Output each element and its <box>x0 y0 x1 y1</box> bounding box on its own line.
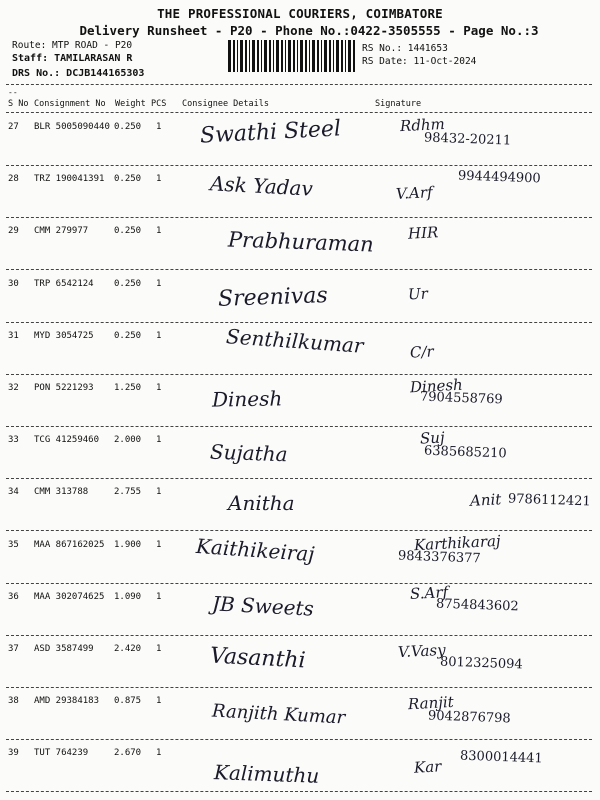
weight-value: 0.250 <box>114 330 142 341</box>
col-consignment-header: Consignment No <box>34 99 106 109</box>
serial-number: 32 <box>8 383 19 393</box>
consignee-name-handwriting: Ask Yadav <box>209 171 314 201</box>
pieces-count: 1 <box>156 122 162 132</box>
row-divider <box>6 791 592 792</box>
serial-number: 36 <box>8 591 19 602</box>
consignment-number: AMD 29384183 <box>34 696 100 707</box>
drs-label: DRS No.: DCJB144165303 <box>12 68 145 79</box>
pieces-count: 1 <box>156 748 162 759</box>
table-row <box>0 636 600 688</box>
staff-label: Staff: TAMILARASAN R <box>12 53 133 64</box>
pieces-count: 1 <box>156 174 162 185</box>
consignee-name-handwriting: Prabhuraman <box>227 227 375 257</box>
consignee-name-handwriting: JB Sweets <box>211 591 315 621</box>
barcode-bar <box>233 40 235 72</box>
consignee-name-handwriting: Ranjith Kumar <box>211 700 346 729</box>
consignment-number: ASD 3587499 <box>34 644 94 654</box>
weight-value: 1.090 <box>114 591 142 602</box>
recipient-signature: C/r <box>409 342 435 362</box>
barcode-bar <box>245 40 247 72</box>
serial-number: 34 <box>8 487 19 498</box>
barcode-bar <box>300 40 303 72</box>
weight-value: 1.250 <box>114 383 142 393</box>
recipient-phone-handwriting: 8754843602 <box>435 596 519 615</box>
table-row <box>0 114 600 166</box>
weight-value: 2.000 <box>114 435 142 446</box>
route-label: Route: MTP ROAD - P20 <box>12 40 133 51</box>
barcode-bar <box>341 40 343 72</box>
recipient-signature: V.Arf <box>395 183 433 204</box>
pieces-count: 1 <box>156 278 162 289</box>
serial-number: 38 <box>8 696 19 707</box>
recipient-phone-handwriting: 7904558769 <box>419 389 503 408</box>
weight-value: 0.875 <box>114 696 142 707</box>
col-consignee-header: Consignee Details <box>182 99 269 109</box>
col-signature-header: Signature <box>375 99 422 109</box>
barcode-bar <box>276 40 279 72</box>
recipient-phone-handwriting: 98432-20211 <box>423 130 512 149</box>
barcode-bar <box>312 40 315 72</box>
pieces-count: 1 <box>156 383 162 393</box>
recipient-signature: Ur <box>407 284 429 304</box>
barcode-bar <box>329 40 331 72</box>
table-row <box>0 218 600 270</box>
pieces-count: 1 <box>156 644 162 654</box>
barcode-bar <box>336 40 339 72</box>
consignee-name-handwriting: Anitha <box>228 491 295 516</box>
pieces-count: 1 <box>156 487 162 498</box>
pieces-count: 1 <box>156 226 162 237</box>
company-title: THE PROFESSIONAL COURIERS, COIMBATORE <box>157 6 443 21</box>
table-row <box>0 323 600 375</box>
recipient-signature: Kar <box>413 757 442 778</box>
barcode-bar <box>264 40 267 72</box>
pieces-count: 1 <box>156 330 162 341</box>
weight-value: 2.670 <box>114 748 142 759</box>
barcode-bar <box>317 40 319 72</box>
recipient-signature: HIR <box>407 223 439 244</box>
recipient-signature: Rdhm <box>399 114 446 136</box>
table-row <box>0 584 600 636</box>
runsheet-subtitle: Delivery Runsheet - P20 - Phone No.:0422-3505555 - Page No.:3 <box>79 23 539 38</box>
barcode-bar <box>293 40 295 72</box>
barcode-bar <box>285 40 286 72</box>
barcode-bar <box>273 40 274 72</box>
barcode-bar <box>321 40 322 72</box>
header-rule-bottom <box>6 112 592 113</box>
recipient-phone-handwriting: 9944494900 <box>457 168 541 187</box>
pieces-count: 1 <box>156 591 162 602</box>
table-row <box>0 479 600 531</box>
col-weight-header: Weight <box>115 99 146 109</box>
table-row <box>0 166 600 218</box>
weight-value: 0.250 <box>114 226 142 237</box>
recipient-phone-handwriting: 9042876798 <box>427 708 511 727</box>
barcode-bar <box>228 40 231 72</box>
barcode-bar <box>249 40 250 72</box>
table-row <box>0 375 600 427</box>
consignment-number: MAA 302074625 <box>34 591 105 602</box>
header-rule-top <box>6 84 592 85</box>
barcode-bar <box>252 40 255 72</box>
serial-number: 30 <box>8 278 19 289</box>
barcode-bar <box>353 40 355 72</box>
barcode-bar <box>257 40 259 72</box>
pieces-count: 1 <box>156 696 162 707</box>
barcode-bar <box>309 40 310 72</box>
weight-value: 0.250 <box>114 278 142 289</box>
consignment-number: TRZ 190041391 <box>34 174 105 185</box>
serial-number: 31 <box>8 330 19 341</box>
barcode-bar <box>305 40 307 72</box>
consignee-name-handwriting: Kalimuthu <box>213 760 320 789</box>
pieces-count: 1 <box>156 435 162 446</box>
serial-number: 35 <box>8 539 19 550</box>
serial-number: 29 <box>8 226 19 237</box>
table-row <box>0 271 600 323</box>
serial-number: 28 <box>8 174 19 185</box>
consignment-number: CMM 313788 <box>34 487 89 498</box>
recipient-signature: S.Arf <box>409 582 449 603</box>
table-row <box>0 427 600 479</box>
barcode-bar <box>281 40 283 72</box>
consignee-name-handwriting: Dinesh <box>211 386 283 412</box>
barcode-bar <box>345 40 346 72</box>
recipient-phone-handwriting: 9843376377 <box>397 548 481 567</box>
barcode-bar <box>237 40 238 72</box>
table-row <box>0 688 600 740</box>
consignee-name-handwriting: Senthilkumar <box>225 324 365 358</box>
consignee-name-handwriting: Kaithikeiraj <box>195 533 316 566</box>
consignment-number: TUT 764239 <box>34 748 89 759</box>
consignment-number: BLR 5005090440 <box>34 122 110 132</box>
barcode-bar <box>269 40 271 72</box>
pieces-count: 1 <box>156 539 162 550</box>
consignee-name-handwriting: Swathi Steel <box>199 116 342 149</box>
weight-value: 2.755 <box>114 487 142 498</box>
serial-number: 33 <box>8 435 19 446</box>
rs-number: RS No.: 1441653 <box>362 43 448 54</box>
recipient-phone-handwriting: 9786112421 <box>507 491 591 510</box>
rs-date: RS Date: 11-Oct-2024 <box>362 56 477 67</box>
recipient-phone-handwriting: 8012325094 <box>439 654 523 673</box>
serial-number: 37 <box>8 644 19 654</box>
barcode-bar <box>333 40 334 72</box>
recipient-signature: Anit <box>469 490 502 511</box>
barcode-bar <box>261 40 262 72</box>
consignment-number: MYD 3054725 <box>34 330 94 341</box>
barcode-bar <box>288 40 291 72</box>
serial-number: 27 <box>8 122 19 132</box>
barcode-image <box>228 40 356 72</box>
consignee-name-handwriting: Sujatha <box>209 439 288 467</box>
consignment-number: CMM 279977 <box>34 226 89 237</box>
table-row <box>0 532 600 584</box>
consignment-number: TRP 6542124 <box>34 278 94 289</box>
consignment-number: TCG 41259460 <box>34 435 100 446</box>
weight-value: 2.420 <box>114 644 142 654</box>
recipient-signature: Dinesh <box>409 375 464 397</box>
col-sno-header: S No <box>8 99 29 109</box>
recipient-signature: Ranjit <box>407 693 455 714</box>
weight-value: 1.900 <box>114 539 142 550</box>
consignee-name-handwriting: Vasanthi <box>209 643 307 674</box>
barcode-bar <box>324 40 327 72</box>
consignment-number: MAA 867162025 <box>34 539 105 550</box>
header-dashes: -- <box>8 88 18 97</box>
recipient-signature: V.Vasy <box>397 640 447 662</box>
recipient-signature: Karthikaraj <box>413 531 502 554</box>
recipient-phone-handwriting: 6385685210 <box>423 443 507 462</box>
col-pcs-header: PCS <box>151 99 167 109</box>
table-row <box>0 740 600 792</box>
barcode-bar <box>240 40 243 72</box>
serial-number: 39 <box>8 748 19 759</box>
consignment-number: PON 5221293 <box>34 383 94 393</box>
weight-value: 0.250 <box>114 174 142 185</box>
recipient-phone-handwriting: 8300014441 <box>459 748 543 767</box>
barcode-bar <box>348 40 351 72</box>
barcode-bar <box>297 40 298 72</box>
consignee-name-handwriting: Sreenivas <box>217 282 329 312</box>
weight-value: 0.250 <box>114 122 142 132</box>
recipient-signature: Suj <box>419 428 446 448</box>
